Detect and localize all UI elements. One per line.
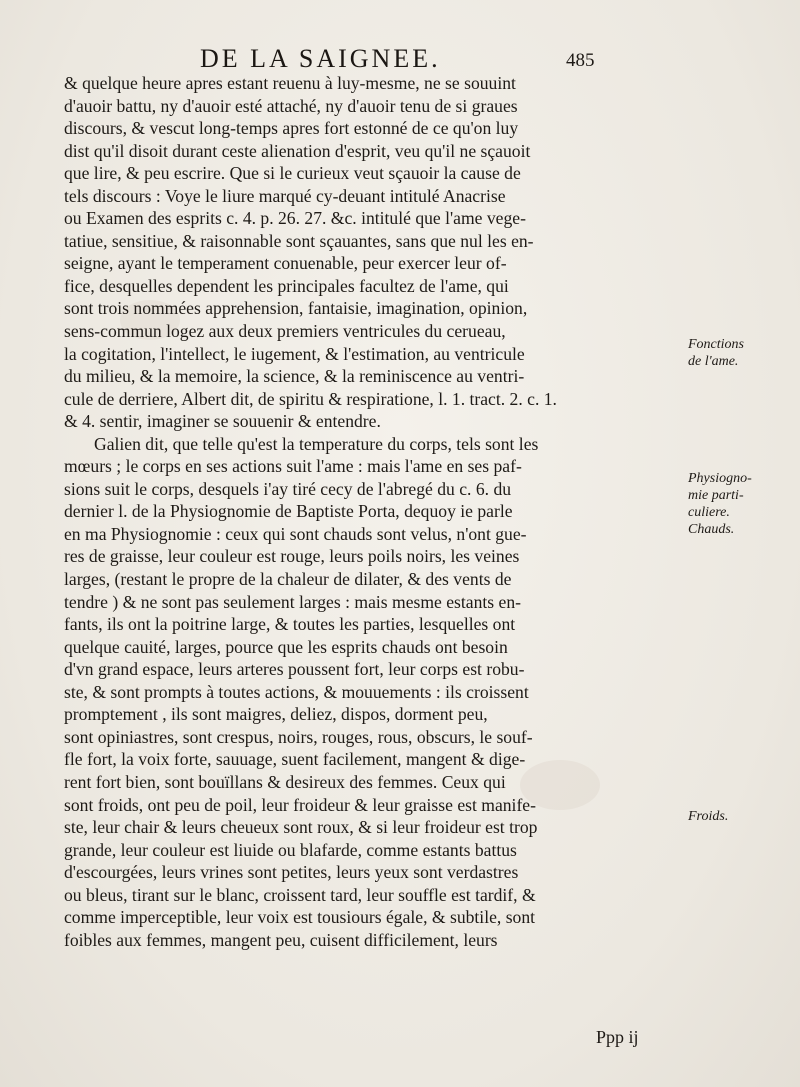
running-head: DE LA SAIGNEE. bbox=[200, 44, 441, 73]
text-line: fle fort, la voix forte, sauuage, suent facilement, mangent & dige- bbox=[64, 749, 526, 770]
text-line: ste, leur chair & leurs cheueux sont roux, & si leur froideur est trop bbox=[64, 817, 538, 838]
text-line: tels discours : Voye le liure marqué cy-deuant intitulé Anacrise bbox=[64, 185, 506, 206]
margin-note-froids: Froids. bbox=[688, 809, 729, 824]
signature-mark: Ppp ij bbox=[596, 1027, 639, 1047]
text-line: en ma Physiognomie : ceux qui sont chauds sont velus, n'ont gue- bbox=[64, 523, 527, 544]
text-line: tendre ) & ne sont pas seulement larges : mais mesme estants en- bbox=[64, 591, 521, 612]
text-line: tatiue, sensitiue, & raisonnable sont sçauantes, sans que nul les en- bbox=[64, 230, 534, 251]
text-line: sont froids, ont peu de poil, leur froideur & leur graisse est manife- bbox=[64, 794, 536, 815]
text-line: que lire, & peu escrire. Que si le curieux veut sçauoir la cause de bbox=[64, 163, 521, 184]
text-line: rent fort bien, sont bouïllans & desireux des femmes. Ceux qui bbox=[64, 771, 506, 792]
margin-note-fonctions: Fonctions de l'ame. bbox=[688, 337, 744, 369]
text-line: fants, ils ont la poitrine large, & toutes les parties, lesquelles ont bbox=[64, 614, 516, 635]
text-line: d'vn grand espace, leurs arteres poussent fort, leur corps est robu- bbox=[64, 659, 525, 680]
text-line: fice, desquelles dependent les principales facultez de l'ame, qui bbox=[64, 275, 509, 296]
text-line: & 4. sentir, imaginer se souuenir & entendre. bbox=[64, 411, 381, 432]
text-line: comme imperceptible, leur voix est tousiours égale, & subtile, sont bbox=[64, 907, 536, 928]
text-line: d'escourgées, leurs vrines sont petites, leurs yeux sont verdastres bbox=[64, 862, 519, 883]
text-line: grande, leur couleur est liuide ou blafarde, comme estants battus bbox=[64, 839, 517, 860]
text-line: sions suit le corps, desquels i'ay tiré cecy de l'abregé du c. 6. du bbox=[64, 478, 512, 499]
text-line: la cogitation, l'intellect, le iugement, & l'estimation, au ventricule bbox=[64, 343, 525, 364]
text-line: larges, (restant le propre de la chaleur de dilater, & des vents de bbox=[64, 569, 512, 590]
text-line: seigne, ayant le temperament conuenable, peur exercer leur of- bbox=[64, 253, 507, 274]
text-line: sont opiniastres, sont crespus, noirs, rouges, rous, obscurs, le souf- bbox=[64, 726, 533, 747]
text-line: foibles aux femmes, mangent peu, cuisent difficilement, leurs bbox=[64, 929, 498, 950]
text-line: ste, & sont prompts à toutes actions, & mouuements : ils croissent bbox=[64, 681, 529, 702]
text-line: dist qu'il disoit durant ceste alienation d'esprit, veu qu'il ne sçauoit bbox=[64, 140, 531, 161]
body-text bbox=[64, 72, 680, 951]
text-line: cule de derriere, Albert dit, de spiritu & respiratione, l. 1. tract. 2. c. 1. bbox=[64, 388, 557, 409]
text-line: dernier l. de la Physiognomie de Baptiste Porta, dequoy ie parle bbox=[64, 501, 513, 522]
page-header bbox=[0, 40, 800, 76]
text-line: du milieu, & la memoire, la science, & la reminiscence au ventri- bbox=[64, 366, 525, 387]
text-line: mœurs ; le corps en ses actions suit l'ame : mais l'ame en ses paf- bbox=[64, 456, 522, 477]
text-line: discours, & vescut long-temps apres fort estonné de ce qu'on luy bbox=[64, 118, 519, 139]
text-line: & quelque heure apres estant reuenu à luy-mesme, ne se souuint bbox=[64, 73, 516, 93]
text-line: promptement , ils sont maigres, deliez, dispos, dorment peu, bbox=[64, 704, 488, 725]
text-line: res de graisse, leur couleur est rouge, leurs poils noirs, les veines bbox=[64, 546, 520, 567]
text-line: quelque cauité, larges, pource que les esprits chauds ont besoin bbox=[64, 636, 508, 657]
text-line: ou Examen des esprits c. 4. p. 26. 27. &c. intitulé que l'ame vege- bbox=[64, 208, 526, 229]
text-line: sont trois nommées apprehension, fantaisie, imagination, opinion, bbox=[64, 298, 528, 319]
text-line: Galien dit, que telle qu'est la temperature du corps, tels sont les bbox=[94, 433, 539, 454]
text-line: d'auoir battu, ny d'auoir esté attaché, ny d'auoir tenu de si graues bbox=[64, 95, 518, 116]
text-line: ou bleus, tirant sur le blanc, croissent tard, leur souffle est tardif, & bbox=[64, 884, 536, 905]
margin-note-physiognomie: Physiogno- mie parti- culiere. Chauds. bbox=[688, 471, 752, 537]
page-number: 485 bbox=[566, 50, 595, 71]
text-line: sens-commun logez aux deux premiers ventricules du cerueau, bbox=[64, 321, 506, 342]
